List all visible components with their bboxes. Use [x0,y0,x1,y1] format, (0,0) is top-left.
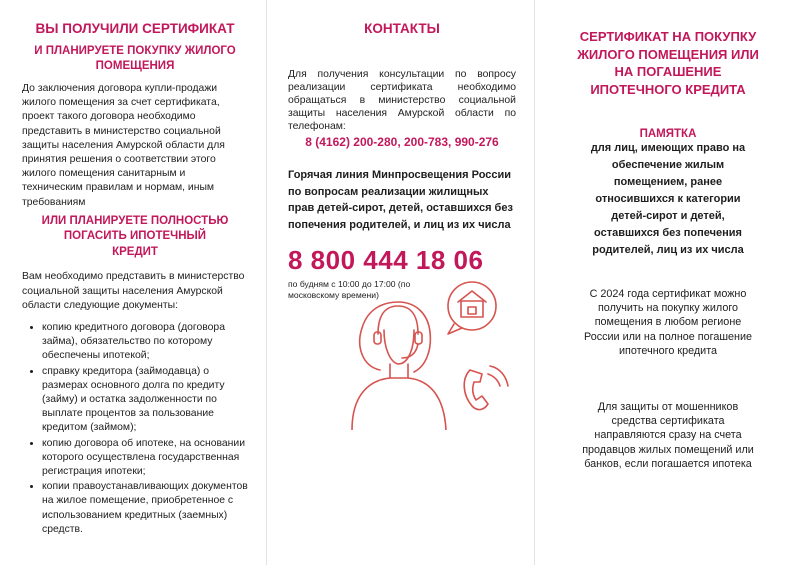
memo-title: ПАМЯТКА [639,128,697,140]
hotline-phone: 8 800 444 18 06 [288,245,484,275]
brochure-title: СЕРТИФИКАТ НА ПОКУПКУ ЖИЛОГО ПОМЕЩЕНИЯ ИЛИ НА ПОГАШЕНИЕ ИПОТЕЧНОГО КРЕДИТА [577,29,759,97]
consultation-text: Для получения консультации по вопросу реализации сертификата необходимо обращаться в министерство социальной защиты населения Амурской области по телефонам: [288,69,516,132]
heading-mortgage-plan: ИЛИ ПЛАНИРУЕТЕ ПОЛНОСТЬЮ ПОГАСИТЬ ИПОТЕЧНЫЙ КРЕДИТ [41,214,229,258]
list-item: • копию договора об ипотеке, на основании которого осуществлена государственная регистрация ипотеки; [42,437,248,480]
house-in-speech-bubble-icon [448,282,496,334]
documents-intro: Вам необходимо представить в министерство социальной защиты населения Амурской области следующие документы: [22,271,245,311]
purchase-instructions: До заключения договора купли-продажи жилого помещения за счет сертификата, проект такого договора необходимо представить в министерство социальной защиты населения Амурской области для принятия решения о соответствии этого жилого помещения санитарным и техническим правилам и нормам, иным требованиям [22,83,225,208]
operator-with-headset-icon [352,302,446,430]
heading-purchase-plan: И ПЛАНИРУЕТЕ ПОКУПКУ ЖИЛОГО ПОМЕЩЕНИЯ [34,45,236,72]
documents-list [22,321,248,537]
hotline-hours: по будням с 10:00 до 17:00 (по московскому времени) [288,279,411,300]
memo-audience: для лиц, имеющих право на обеспечение жилым помещением, ранее относившихся к категории детей-сирот и детей, оставшихся без попечения родителей, лиц из их числа [590,142,746,256]
hotline-text: Горячая линия Минпросвещения России по вопросам реализации жилищных прав детей-сирот, детей, оставшихся без попечения родителей, и лиц из их числа [288,169,513,231]
ministry-phones: 8 (4162) 200-280, 200-783, 990-276 [305,135,499,149]
certificate-info: С 2024 года сертификат можно получить на покупку жилого помещения в любом регионе России или на полное погашение ипотечного кредита [583,288,753,357]
operator-illustration [322,270,522,430]
fraud-protection-info: Для защиты от мошенников средства сертификата направляются сразу на счета продавцов жилых помещений или банков, если погашается ипотека [582,401,754,470]
list-item: • копии правоустанавливающих документов на жилое помещение, приобретенное с использованием кредитных (заемных) средств. [42,480,248,537]
heading-certificate-received: ВЫ ПОЛУЧИЛИ СЕРТИФИКАТ [35,21,235,36]
list-item: • справку кредитора (займодавца) о размерах основного долга по кредиту (займу) и остатка задолженности по выплате процентов за пользование кредитом (займом); [42,365,248,436]
right-panel [534,0,800,565]
left-panel [0,0,266,565]
phone-handset-icon [464,366,508,410]
middle-panel [266,0,534,565]
list-item: • копию кредитного договора (договора займа), обязательство по которому обеспечены ипотекой; [42,321,248,364]
heading-contacts: КОНТАКТЫ [364,21,440,36]
